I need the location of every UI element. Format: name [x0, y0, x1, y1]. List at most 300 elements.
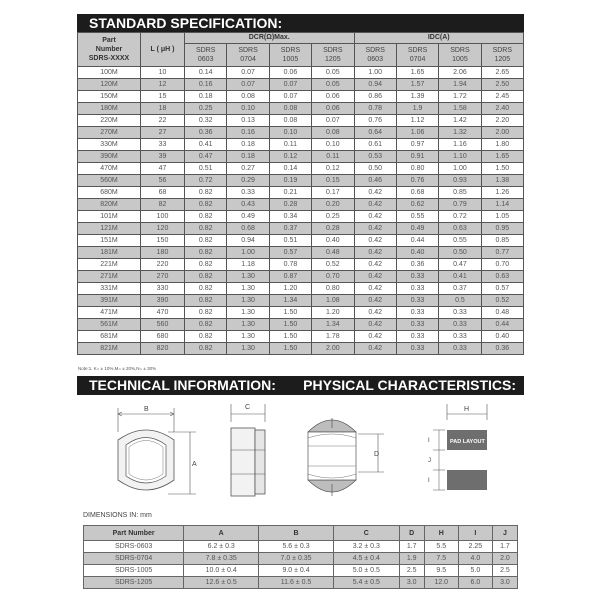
table-cell: 1.78 [312, 331, 354, 343]
table-cell: 0.82 [185, 343, 227, 355]
table-cell: 0.64 [354, 127, 396, 139]
standard-spec-banner [77, 14, 524, 33]
dim-cell: SDRS-0704 [84, 553, 184, 565]
table-cell: 150 [141, 235, 185, 247]
sub-col-l1: SDRS [407, 47, 428, 54]
dim-cell: 12.6 ± 0.5 [184, 577, 259, 589]
table-cell: 39 [141, 151, 185, 163]
table-cell: 0.77 [481, 247, 523, 259]
table-cell: 0.61 [354, 139, 396, 151]
table-row [78, 127, 524, 139]
table-cell: 0.82 [185, 319, 227, 331]
table-cell: 0.28 [269, 199, 311, 211]
sub-col-l2: 1005 [282, 56, 299, 63]
label-j: J [428, 458, 431, 464]
table-cell: 0.15 [312, 175, 354, 187]
table-row [78, 151, 524, 163]
table-cell: 0.21 [269, 187, 311, 199]
technical-banner [77, 376, 524, 395]
table-cell: 1.38 [481, 175, 523, 187]
table-row [78, 139, 524, 151]
table-cell: 560M [78, 175, 141, 187]
table-cell: 0.14 [269, 163, 311, 175]
table-cell: 0.42 [354, 259, 396, 271]
sub-col-l1: SDRS [365, 47, 385, 54]
table-cell: 0.05 [312, 67, 354, 79]
table-cell: 0.33 [439, 343, 481, 355]
table-cell: 0.07 [269, 79, 311, 91]
table-cell: 1.30 [227, 307, 269, 319]
dim-cell: 11.6 ± 0.5 [259, 577, 334, 589]
table-cell: 330M [78, 139, 141, 151]
table-cell: 0.05 [312, 79, 354, 91]
table-cell: 151M [78, 235, 141, 247]
table-cell: 0.57 [481, 283, 523, 295]
table-cell: 220 [141, 259, 185, 271]
table-row [78, 199, 524, 211]
table-cell: 0.68 [396, 187, 438, 199]
table-cell: 121M [78, 223, 141, 235]
dim-cell: 5.0 ± 0.5 [333, 565, 399, 577]
table-cell: 2.40 [481, 103, 523, 115]
table-cell: 1.32 [439, 127, 481, 139]
sub-col-l1: SDRS [323, 47, 343, 54]
sub-col-l1: SDRS [492, 47, 513, 54]
table-cell: 0.42 [354, 283, 396, 295]
table-cell: 0.07 [227, 67, 269, 79]
table-row [78, 331, 524, 343]
table-cell: 0.19 [269, 175, 311, 187]
table-cell: 0.82 [185, 199, 227, 211]
table-cell: 0.82 [185, 331, 227, 343]
table-cell: 0.91 [396, 151, 438, 163]
sub-col-header [481, 44, 523, 67]
table-cell: 1.34 [269, 295, 311, 307]
table-cell: 0.17 [312, 187, 354, 199]
table-cell: 0.42 [354, 331, 396, 343]
table-cell: 0.86 [354, 91, 396, 103]
table-cell: 0.82 [185, 259, 227, 271]
table-cell: 0.94 [354, 79, 396, 91]
table-cell: 2.50 [481, 79, 523, 91]
table-cell: 330 [141, 283, 185, 295]
table-cell: 821M [78, 343, 141, 355]
dim-cell: 6.0 [458, 577, 492, 589]
table-cell: 33 [141, 139, 185, 151]
table-cell: 0.52 [481, 295, 523, 307]
sub-col-l2: 0603 [197, 56, 214, 63]
table-cell: 0.42 [354, 319, 396, 331]
group-idc: IDC(A) [354, 33, 524, 44]
table-cell: 390M [78, 151, 141, 163]
table-cell: 0.40 [312, 235, 354, 247]
table-cell: 470 [141, 307, 185, 319]
table-cell: 0.12 [312, 163, 354, 175]
table-cell: 0.95 [481, 223, 523, 235]
table-cell: 331M [78, 283, 141, 295]
col-part-line1: Part [102, 37, 116, 44]
table-row [78, 223, 524, 235]
table-row [78, 247, 524, 259]
table-cell: 0.42 [354, 235, 396, 247]
table-cell: 0.06 [312, 91, 354, 103]
table-row [78, 307, 524, 319]
table-cell: 0.82 [185, 247, 227, 259]
dim-col-header: H [424, 526, 458, 541]
sub-col-l2: 1005 [452, 56, 468, 63]
table-cell: 0.53 [354, 151, 396, 163]
table-cell: 150M [78, 91, 141, 103]
table-cell: 270M [78, 127, 141, 139]
dim-col-header: Part Number [84, 526, 184, 541]
dimensions-table [83, 525, 518, 589]
sub-col-l2: 0704 [409, 56, 426, 63]
table-cell: 0.42 [354, 343, 396, 355]
table-cell: 1.00 [354, 67, 396, 79]
table-cell: 0.46 [354, 175, 396, 187]
sub-col-header [269, 44, 311, 67]
table-cell: 0.33 [396, 331, 438, 343]
table-cell: 0.11 [269, 139, 311, 151]
dim-row [84, 541, 518, 553]
table-cell: 0.25 [312, 211, 354, 223]
table-cell: 0.28 [312, 223, 354, 235]
table-cell: 0.33 [396, 319, 438, 331]
table-cell: 0.80 [312, 283, 354, 295]
table-cell: 0.27 [227, 163, 269, 175]
table-cell: 0.78 [354, 103, 396, 115]
label-b: B [144, 406, 149, 413]
table-cell: 0.76 [354, 115, 396, 127]
table-cell: 0.42 [354, 295, 396, 307]
sub-col-l2: 0704 [240, 56, 256, 63]
label-c: C [245, 404, 251, 411]
top-view-drawing [110, 400, 200, 500]
table-cell: 180 [141, 247, 185, 259]
table-cell: 0.07 [312, 115, 354, 127]
table-cell: 1.34 [312, 319, 354, 331]
table-cell: 0.18 [227, 151, 269, 163]
sub-col-l2: 0603 [367, 56, 383, 63]
table-cell: 0.82 [185, 211, 227, 223]
label-h: H [464, 406, 470, 413]
tolerance-note: Note:1. K= ± 10%,M= ± 20%,N= ± 30% [78, 366, 157, 371]
table-cell: 0.82 [185, 235, 227, 247]
table-cell: 1.30 [227, 283, 269, 295]
table-cell: 18 [141, 103, 185, 115]
table-cell: 0.14 [185, 67, 227, 79]
table-cell: 1.50 [269, 319, 311, 331]
table-cell: 0.87 [269, 271, 311, 283]
table-cell: 0.37 [269, 223, 311, 235]
table-cell: 0.68 [227, 223, 269, 235]
col-inductance: L ( μH ) [141, 33, 185, 67]
physical-char-title: PHYSICAL CHARACTERISTICS: [303, 377, 516, 393]
table-cell: 1.30 [227, 271, 269, 283]
dim-cell: 6.2 ± 0.3 [184, 541, 259, 553]
label-a: A [192, 461, 197, 468]
table-cell: 0.82 [185, 187, 227, 199]
dim-cell: 3.2 ± 0.3 [333, 541, 399, 553]
table-cell: 0.41 [439, 271, 481, 283]
dim-cell: SDRS-1005 [84, 565, 184, 577]
dim-cell: 1.7 [492, 541, 517, 553]
dim-cell: 3.0 [399, 577, 424, 589]
table-cell: 0.49 [396, 223, 438, 235]
table-cell: 470M [78, 163, 141, 175]
group-dcr: DCR(Ω)Max. [185, 33, 355, 44]
table-cell: 0.63 [481, 271, 523, 283]
table-row [78, 91, 524, 103]
label-i-bottom: I [428, 478, 430, 484]
table-cell: 0.49 [227, 211, 269, 223]
table-cell: 0.63 [439, 223, 481, 235]
table-cell: 0.42 [354, 247, 396, 259]
table-cell: 0.44 [481, 319, 523, 331]
table-cell: 101M [78, 211, 141, 223]
table-cell: 0.47 [185, 151, 227, 163]
table-cell: 0.48 [312, 247, 354, 259]
table-cell: 1.65 [396, 67, 438, 79]
table-cell: 22 [141, 115, 185, 127]
table-cell: 0.43 [227, 199, 269, 211]
table-cell: 1.12 [396, 115, 438, 127]
dim-cell: 1.9 [399, 553, 424, 565]
table-cell: 0.10 [269, 127, 311, 139]
front-view-drawing [300, 410, 390, 500]
table-cell: 15 [141, 91, 185, 103]
table-cell: 0.42 [354, 271, 396, 283]
table-cell: 0.51 [185, 163, 227, 175]
side-view-drawing [228, 400, 278, 500]
table-cell: 0.97 [396, 139, 438, 151]
table-cell: 0.42 [354, 211, 396, 223]
table-cell: 1.16 [439, 139, 481, 151]
table-cell: 1.50 [269, 307, 311, 319]
table-cell: 0.82 [185, 283, 227, 295]
table-cell: 100M [78, 67, 141, 79]
table-cell: 1.10 [439, 151, 481, 163]
dim-cell: 7.0 ± 0.35 [259, 553, 334, 565]
table-cell: 0.11 [312, 151, 354, 163]
table-row [78, 295, 524, 307]
dim-cell: 10.0 ± 0.4 [184, 565, 259, 577]
table-cell: 2.00 [312, 343, 354, 355]
table-cell: 47 [141, 163, 185, 175]
table-cell: 0.34 [269, 211, 311, 223]
dim-cell: 2.5 [399, 565, 424, 577]
sub-col-l1: SDRS [238, 47, 258, 54]
sub-col-header [185, 44, 227, 67]
label-i-top: I [428, 438, 430, 444]
table-cell: 0.70 [481, 259, 523, 271]
dim-cell: 12.0 [424, 577, 458, 589]
table-row [78, 271, 524, 283]
table-cell: 1.26 [481, 187, 523, 199]
table-cell: 0.08 [269, 115, 311, 127]
dim-cell: 5.5 [424, 541, 458, 553]
table-cell: 0.16 [227, 127, 269, 139]
table-cell: 0.82 [185, 223, 227, 235]
table-cell: 0.33 [396, 307, 438, 319]
table-cell: 2.20 [481, 115, 523, 127]
table-cell: 68 [141, 187, 185, 199]
dim-row [84, 565, 518, 577]
sub-col-l1: SDRS [280, 47, 301, 54]
dimensions-label: DIMENSIONS IN: mm [83, 512, 152, 519]
table-cell: 0.33 [396, 283, 438, 295]
table-cell: 2.00 [481, 127, 523, 139]
sub-col-l1: SDRS [195, 47, 216, 54]
table-cell: 820 [141, 343, 185, 355]
table-cell: 1.94 [439, 79, 481, 91]
table-row [78, 79, 524, 91]
table-cell: 0.32 [185, 115, 227, 127]
table-cell: 1.08 [312, 295, 354, 307]
table-cell: 0.33 [227, 187, 269, 199]
table-cell: 0.18 [227, 139, 269, 151]
pad-layout-label: PAD LAYOUT [450, 439, 485, 445]
sub-col-header [312, 44, 354, 67]
table-cell: 560 [141, 319, 185, 331]
table-cell: 0.08 [269, 103, 311, 115]
sub-col-header [439, 44, 481, 67]
table-cell: 0.40 [396, 247, 438, 259]
dim-row [84, 577, 518, 589]
table-cell: 0.10 [227, 103, 269, 115]
table-cell: 0.50 [354, 163, 396, 175]
table-cell: 0.42 [354, 199, 396, 211]
table-row [78, 259, 524, 271]
table-row [78, 211, 524, 223]
table-cell: 1.50 [269, 343, 311, 355]
table-cell: 0.16 [185, 79, 227, 91]
table-cell: 1.42 [439, 115, 481, 127]
table-cell: 0.25 [185, 103, 227, 115]
table-cell: 12 [141, 79, 185, 91]
table-cell: 0.94 [227, 235, 269, 247]
table-cell: 56 [141, 175, 185, 187]
table-cell: 0.72 [185, 175, 227, 187]
table-cell: 391M [78, 295, 141, 307]
table-cell: 680 [141, 331, 185, 343]
dim-cell: 5.4 ± 0.5 [333, 577, 399, 589]
table-cell: 820M [78, 199, 141, 211]
table-cell: 0.5 [439, 295, 481, 307]
table-cell: 0.55 [439, 235, 481, 247]
table-cell: 0.18 [185, 91, 227, 103]
table-cell: 221M [78, 259, 141, 271]
table-cell: 0.85 [439, 187, 481, 199]
table-cell: 271M [78, 271, 141, 283]
table-cell: 0.06 [312, 103, 354, 115]
table-cell: 0.33 [439, 319, 481, 331]
table-cell: 0.33 [396, 343, 438, 355]
table-cell: 0.62 [396, 199, 438, 211]
table-cell: 2.65 [481, 67, 523, 79]
table-cell: 181M [78, 247, 141, 259]
dim-cell: 4.5 ± 0.4 [333, 553, 399, 565]
dim-col-header: B [259, 526, 334, 541]
table-cell: 1.50 [269, 331, 311, 343]
table-row [78, 67, 524, 79]
table-row [78, 187, 524, 199]
pad-layout-drawing [425, 400, 505, 500]
table-cell: 0.55 [396, 211, 438, 223]
table-row [78, 163, 524, 175]
table-cell: 1.57 [396, 79, 438, 91]
table-cell: 1.14 [481, 199, 523, 211]
table-cell: 0.82 [185, 271, 227, 283]
table-cell: 0.29 [227, 175, 269, 187]
dim-cell: 9.5 [424, 565, 458, 577]
table-cell: 2.45 [481, 91, 523, 103]
pad-bottom [447, 470, 487, 490]
spec-table [77, 32, 524, 355]
table-cell: 0.93 [439, 175, 481, 187]
table-cell: 0.13 [227, 115, 269, 127]
table-cell: 1.30 [227, 295, 269, 307]
table-cell: 1.58 [439, 103, 481, 115]
table-cell: 561M [78, 319, 141, 331]
dim-cell: 7.8 ± 0.35 [184, 553, 259, 565]
table-cell: 0.12 [269, 151, 311, 163]
table-cell: 0.72 [439, 211, 481, 223]
table-cell: 0.41 [185, 139, 227, 151]
dim-col-header: J [492, 526, 517, 541]
table-cell: 0.82 [185, 307, 227, 319]
table-cell: 10 [141, 67, 185, 79]
table-row [78, 115, 524, 127]
table-cell: 220M [78, 115, 141, 127]
label-d: D [374, 451, 380, 458]
table-cell: 0.79 [439, 199, 481, 211]
sub-col-l2: 1205 [325, 56, 341, 63]
dim-cell: 9.0 ± 0.4 [259, 565, 334, 577]
table-cell: 0.82 [185, 295, 227, 307]
table-cell: 681M [78, 331, 141, 343]
table-cell: 0.08 [312, 127, 354, 139]
table-cell: 0.33 [439, 331, 481, 343]
dim-cell: SDRS-0603 [84, 541, 184, 553]
table-cell: 0.47 [439, 259, 481, 271]
dim-cell: 3.0 [492, 577, 517, 589]
table-row [78, 343, 524, 355]
table-row [78, 175, 524, 187]
table-cell: 0.80 [396, 163, 438, 175]
sub-col-l2: 1205 [494, 56, 511, 63]
table-cell: 0.20 [312, 199, 354, 211]
sub-col-header [227, 44, 269, 67]
table-cell: 0.40 [481, 331, 523, 343]
table-cell: 27 [141, 127, 185, 139]
dim-cell: 5.0 [458, 565, 492, 577]
sub-col-l1: SDRS [450, 47, 470, 54]
col-part-number [78, 33, 141, 67]
table-cell: 180M [78, 103, 141, 115]
standard-spec-title: STANDARD SPECIFICATION: [89, 15, 283, 31]
dim-cell: SDRS-1205 [84, 577, 184, 589]
table-cell: 1.72 [439, 91, 481, 103]
table-cell: 1.30 [227, 331, 269, 343]
col-part-line2: Number [95, 46, 123, 53]
table-cell: 1.20 [269, 283, 311, 295]
table-row [78, 235, 524, 247]
table-cell: 0.33 [396, 271, 438, 283]
table-cell: 0.37 [439, 283, 481, 295]
table-cell: 471M [78, 307, 141, 319]
table-cell: 0.36 [481, 343, 523, 355]
